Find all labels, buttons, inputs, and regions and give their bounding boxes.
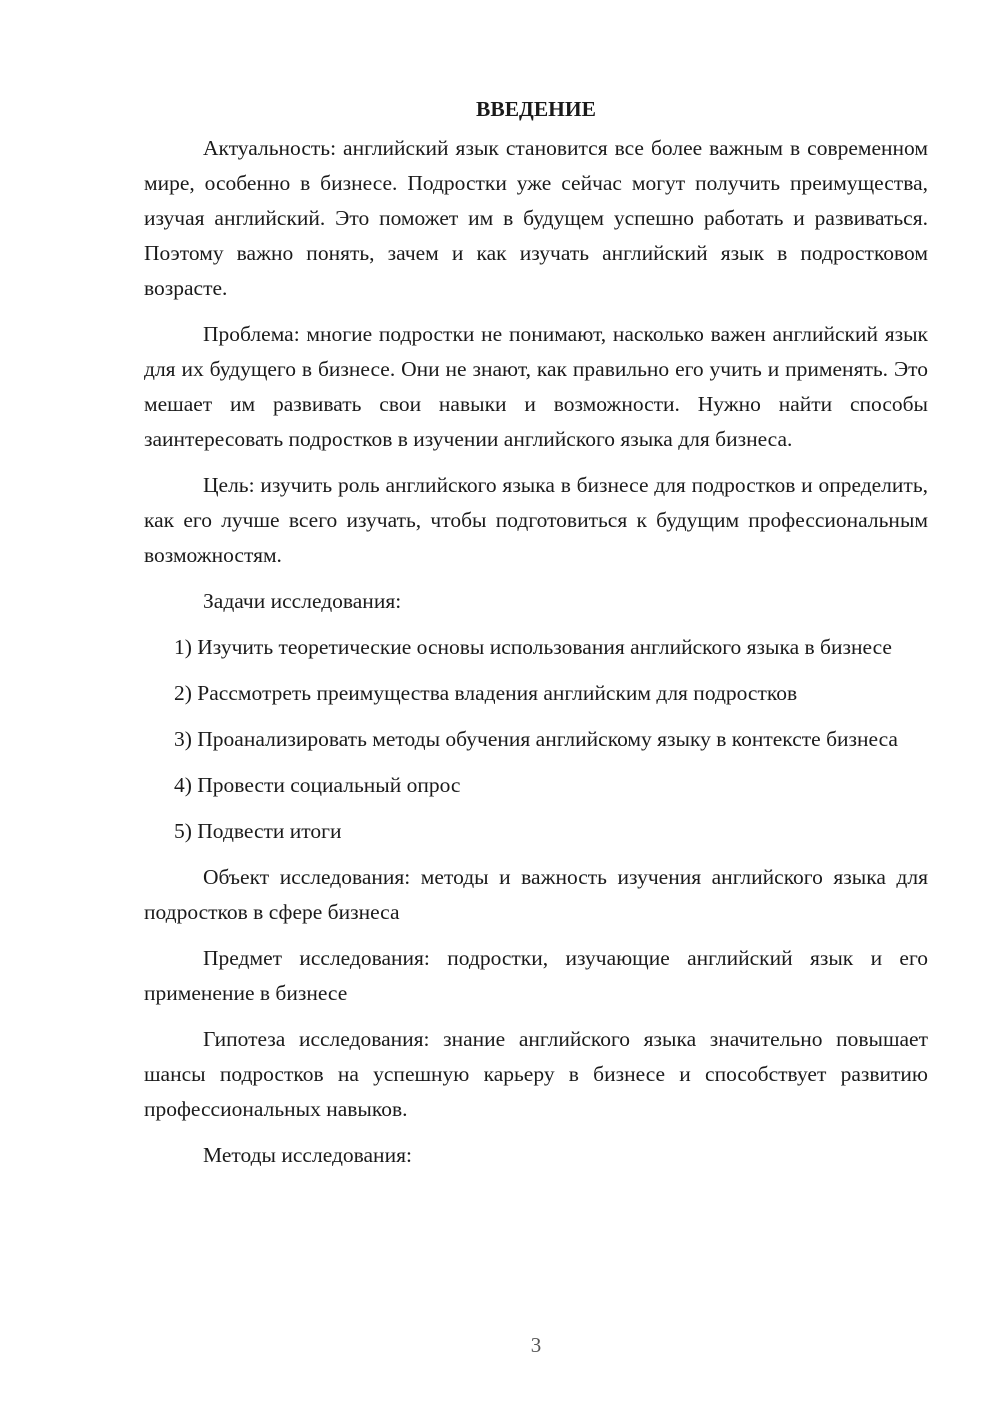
paragraph-relevance: Актуальность: английский язык становится все более важным в современном мире, особенно в бизнесе. Подростки уже сейчас могут получить преимущества, изучая английский. Это поможет им в будущем успешно работать и развиваться. Поэтому важно понять, зачем и как изучать английский язык в подростковом возрасте. [144, 136, 928, 300]
section-title: ВВЕДЕНИЕ [476, 97, 596, 121]
paragraph-hypothesis: Гипотеза исследования: знание английского языка значительно повышает шансы подростков на успешную карьеру в бизнесе и способствует развитию профессиональных навыков. [144, 1027, 928, 1121]
task-item-3: 3) Проанализировать методы обучения английскому языку в контексте бизнеса [174, 727, 898, 751]
task-item-5: 5) Подвести итоги [174, 819, 342, 843]
paragraph-tasks-heading: Задачи исследования: [203, 589, 402, 613]
task-item-1: 1) Изучить теоретические основы использования английского языка в бизнесе [174, 635, 892, 659]
document-page [144, 92, 928, 1184]
task-item-4: 4) Провести социальный опрос [174, 773, 461, 797]
task-item-2: 2) Рассмотреть преимущества владения английским для подростков [174, 681, 798, 705]
paragraph-object: Объект исследования: методы и важность изучения английского языка для подростков в сфере бизнеса [144, 865, 928, 924]
paragraph-goal: Цель: изучить роль английского языка в бизнесе для подростков и определить, как его лучше всего изучать, чтобы подготовиться к будущим профессиональным возможностям. [144, 473, 928, 567]
paragraph-problem: Проблема: многие подростки не понимают, насколько важен английский язык для их будущего в бизнесе. Они не знают, как правильно его учить и применять. Это мешает им развивать свои навыки и возможности. Нужно найти способы заинтересовать подростков в изучении английского языка для бизнеса. [144, 322, 928, 451]
page-number: 3 [530, 1333, 542, 1357]
paragraph-methods-heading: Методы исследования: [203, 1143, 412, 1167]
paragraph-subject: Предмет исследования: подростки, изучающие английский язык и его применение в бизнесе [144, 946, 928, 1005]
